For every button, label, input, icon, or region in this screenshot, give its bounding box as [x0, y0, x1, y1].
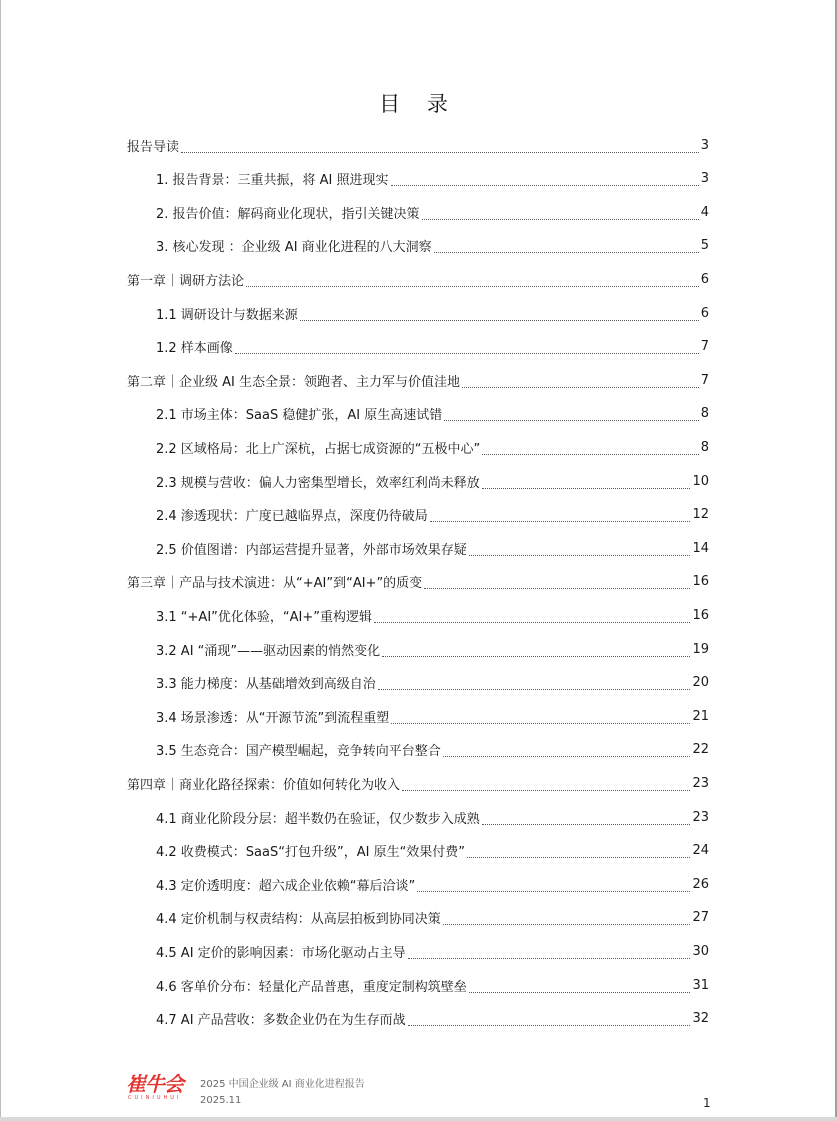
toc-chapter-entry[interactable] — [127, 128, 709, 162]
page-left-border — [0, 0, 1, 1121]
toc-section-entry[interactable] — [156, 464, 709, 498]
toc-section-entry[interactable] — [156, 1002, 709, 1036]
toc-entry-title: 4.4 定价机制与权责结构：从高层拍板到协同决策 — [156, 912, 441, 928]
toc-entry-title: 4.7 AI 产品营收：多数企业仍在为生存而战 — [156, 1013, 406, 1029]
toc-page-number: 23 — [692, 775, 709, 791]
toc-entry-title: 3.5 生态竞合：国产模型崛起，竞争转向平台整合 — [156, 744, 441, 760]
toc-entry-title: 2.2 区域格局：北上广深杭，占据七成资源的“五极中心” — [156, 441, 481, 457]
toc-page-number: 8 — [700, 439, 709, 455]
toc-entry-title: 2.3 规模与营收：偏人力密集型增长，效率红利尚未释放 — [156, 475, 480, 491]
toc-page-number: 21 — [692, 708, 709, 724]
page-title: 目 录 — [379, 92, 458, 116]
toc-entry-title: 2.4 渗透现状：广度已越临界点，深度仍待破局 — [156, 509, 428, 525]
toc-dot-leader — [482, 440, 698, 455]
toc-section-entry[interactable] — [156, 666, 709, 700]
toc-section-entry[interactable] — [156, 229, 709, 263]
toc-entry-title: 1.1 调研设计与数据来源 — [156, 307, 298, 323]
toc-dot-leader — [246, 272, 699, 287]
toc-entry-title: 第一章｜调研方法论 — [127, 273, 245, 289]
toc-dot-leader — [482, 810, 691, 825]
toc-dot-leader — [482, 474, 691, 489]
toc-entry-title: 1.2 样本画像 — [156, 341, 233, 357]
toc-page-number: 10 — [692, 473, 709, 489]
toc-dot-leader — [408, 944, 691, 959]
toc-section-entry[interactable] — [156, 162, 709, 196]
toc-section-entry[interactable] — [156, 934, 709, 968]
toc-dot-leader — [378, 675, 691, 690]
toc-entry-title: 第四章｜商业化路径探索：价值如何转化为收入 — [127, 777, 401, 793]
toc-section-entry[interactable] — [156, 800, 709, 834]
toc-entry-title: 第二章｜企业级 AI 生态全景：领跑者、主力军与价值洼地 — [127, 374, 460, 390]
toc-page-number: 16 — [692, 607, 709, 623]
toc-section-entry[interactable] — [156, 968, 709, 1002]
toc-dot-leader — [467, 843, 690, 858]
toc-page-number: 16 — [692, 574, 709, 590]
toc-dot-leader — [382, 642, 690, 657]
toc-dot-leader — [469, 978, 691, 993]
toc-section-entry[interactable] — [156, 598, 709, 632]
toc-chapter-entry[interactable] — [127, 262, 709, 296]
toc-page-number: 31 — [692, 977, 709, 993]
toc-section-entry[interactable] — [156, 531, 709, 565]
toc-dot-leader — [462, 373, 699, 388]
toc-page-number: 6 — [700, 271, 709, 287]
toc-entry-title: 1. 报告背景：三重共振，将 AI 照进现实 — [156, 173, 389, 189]
toc-page-number: 7 — [700, 339, 709, 355]
toc-entry-title: 2.1 市场主体：SaaS 稳健扩张，AI 原生高速试错 — [156, 408, 443, 424]
toc-dot-leader — [181, 138, 699, 153]
page-bottom-edge — [0, 1117, 837, 1121]
toc-page-number: 8 — [700, 406, 709, 422]
toc-section-entry[interactable] — [156, 834, 709, 868]
toc-dot-leader — [434, 238, 699, 253]
toc-page-number: 6 — [700, 305, 709, 321]
footer-report-title: 2025 中国企业级 AI 商业化进程报告 — [200, 1079, 365, 1090]
toc-entry-title: 2. 报告价值：解码商业化现状，指引关键决策 — [156, 206, 420, 222]
toc-dot-leader — [391, 171, 699, 186]
page-number: 1 — [703, 1096, 711, 1110]
toc-dot-leader — [422, 205, 699, 220]
toc-entry-title: 4.5 AI 定价的影响因素：市场化驱动占主导 — [156, 945, 406, 961]
brand-logo — [126, 1073, 190, 1103]
toc-section-entry[interactable] — [156, 195, 709, 229]
toc-page-number: 12 — [692, 507, 709, 523]
toc-entry-title: 3.2 AI “涌现”——驱动因素的悄然变化 — [156, 643, 381, 659]
toc-dot-leader — [235, 339, 699, 354]
toc-page-number: 5 — [700, 238, 709, 254]
toc-dot-leader — [430, 507, 691, 522]
toc-dot-leader — [444, 406, 698, 421]
toc-page-number: 20 — [692, 675, 709, 691]
toc-dot-leader — [469, 541, 691, 556]
toc-dot-leader — [391, 709, 690, 724]
toc-page-number: 3 — [700, 137, 709, 153]
toc-section-entry[interactable] — [156, 699, 709, 733]
toc-dot-leader — [402, 776, 690, 791]
toc-entry-title: 3.4 场景渗透：从“开源节流”到流程重塑 — [156, 710, 390, 726]
toc-dot-leader — [424, 574, 690, 589]
toc-page-number: 4 — [700, 204, 709, 220]
toc-dot-leader — [300, 306, 699, 321]
toc-page-number: 26 — [692, 876, 709, 892]
toc-page-number: 27 — [692, 910, 709, 926]
toc-section-entry[interactable] — [156, 901, 709, 935]
toc-entry-title: 4.3 定价透明度：超六成企业依赖“幕后洽谈” — [156, 878, 416, 894]
toc-entry-title: 4.6 客单价分布：轻量化产品普惠，重度定制构筑壁垒 — [156, 979, 467, 995]
toc-page-number: 19 — [692, 641, 709, 657]
toc-dot-leader — [443, 910, 691, 925]
toc-entry-title: 3.3 能力梯度：从基础增效到高级自治 — [156, 677, 376, 693]
toc-page-number: 32 — [692, 1011, 709, 1027]
toc-section-entry[interactable] — [156, 430, 709, 464]
toc-section-entry[interactable] — [156, 296, 709, 330]
toc-dot-leader — [443, 742, 691, 757]
toc-page-number: 22 — [692, 742, 709, 758]
toc-entry-title: 4.1 商业化阶段分层：超半数仍在验证，仅少数步入成熟 — [156, 811, 480, 827]
toc-entry-title: 3.1 “+AI”优化体验，“AI+”重构逻辑 — [156, 609, 372, 625]
toc-entry-title: 4.2 收费模式：SaaS“打包升级”，AI 原生“效果付费” — [156, 845, 466, 861]
logo-subtext: CUINIUHUI — [128, 1095, 182, 1101]
toc-entry-title: 报告导读 — [127, 139, 180, 155]
toc-dot-leader — [417, 877, 690, 892]
toc-section-entry[interactable] — [156, 498, 709, 532]
toc-page-number: 30 — [692, 943, 709, 959]
toc-page-number: 14 — [692, 540, 709, 556]
toc-dot-leader — [374, 608, 690, 623]
toc-dot-leader — [408, 1011, 691, 1026]
toc-chapter-entry[interactable] — [127, 766, 709, 800]
toc-section-entry[interactable] — [156, 397, 709, 431]
footer-date: 2025.11 — [200, 1095, 242, 1106]
toc-section-entry[interactable] — [156, 867, 709, 901]
toc-entry-title: 2.5 价值图谱：内部运营提升显著，外部市场效果存疑 — [156, 542, 467, 558]
toc-entry-title: 第三章｜产品与技术演进：从“+AI”到“AI+”的质变 — [127, 576, 423, 592]
toc-chapter-entry[interactable] — [127, 565, 709, 599]
toc-entry-title: 3. 核心发现 ：企业级 AI 商业化进程的八大洞察 — [156, 240, 432, 256]
logo-text: 崔牛会 — [126, 1072, 183, 1096]
toc-section-entry[interactable] — [156, 632, 709, 666]
toc-section-entry[interactable] — [156, 330, 709, 364]
toc-page-number: 3 — [700, 171, 709, 187]
toc-section-entry[interactable] — [156, 733, 709, 767]
toc-page-number: 7 — [700, 372, 709, 388]
toc-page-number: 23 — [692, 809, 709, 825]
toc-page-number: 24 — [692, 843, 709, 859]
toc-chapter-entry[interactable] — [127, 363, 709, 397]
